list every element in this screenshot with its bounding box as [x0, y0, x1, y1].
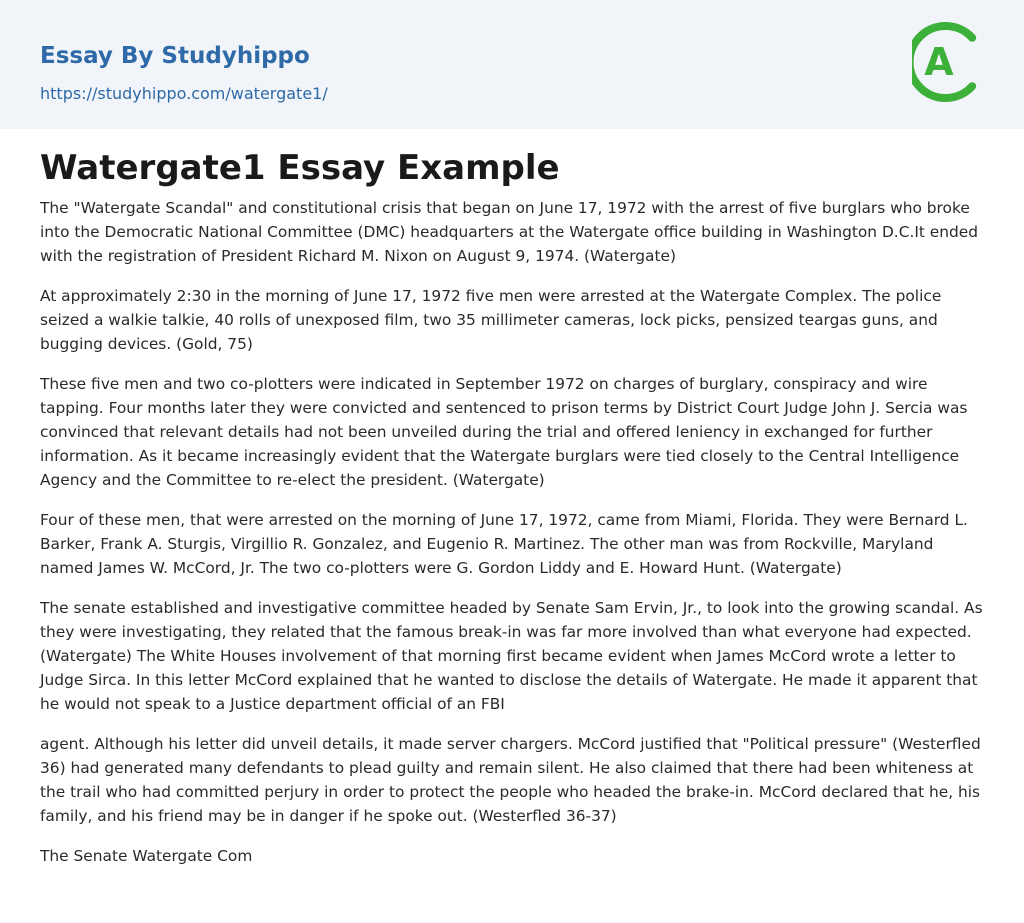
- paragraph: These five men and two co-plotters were indicated in September 1972 on charges of burglary, conspiracy and wire tapping. Four months later they were convicted and sentenced to prison terms by District Court Judge John J. Sercia was convinced that relevant details had not been unveiled during the trial and offered leniency in exchanged for further information. As it became increasingly evident that the Watergate burglars were tied closely to the Central Intelligence Agency and the Committee to re-elect the president. (Watergate): [40, 375, 968, 489]
- paragraph-truncated: The Senate Watergate Com: [40, 847, 253, 865]
- paragraph: Four of these men, that were arrested on the morning of June 17, 1972, came from Miami, Florida. They were Bernard L. Barker, Frank A. Sturgis, Virgillio R. Gonzalez, and Eugenio R. Martinez. The other man was from Rockville, Maryland named James W. McCord, Jr. The two co-plotters were G. Gordon Liddy and E. Howard Hunt. (Watergate): [40, 511, 968, 577]
- article-url-link[interactable]: https://studyhippo.com/watergate1/: [40, 84, 328, 103]
- site-header: [0, 0, 1024, 129]
- studyhippo-logo-icon[interactable]: [912, 19, 986, 105]
- paragraph: At approximately 2:30 in the morning of June 17, 1972 five men were arrested at the Watergate Complex. The police seized a walkie talkie, 40 rolls of unexposed film, two 35 millimeter cameras, lock picks, pensized teargas guns, and bugging devices. (Gold, 75): [40, 287, 942, 353]
- article: [40, 146, 986, 868]
- paragraph: The senate established and investigative committee headed by Senate Sam Ervin, Jr., to look into the growing scandal. As they were investigating, they related that the famous break-in was far more involved than what everyone had expected. (Watergate) The White Houses involvement of that morning first became evident when James McCord wrote a letter to Judge Sirca. In this letter McCord explained that he wanted to disclose the details of Watergate. He made it apparent that he would not speak to a Justice department official of an FBI: [40, 599, 983, 713]
- page-title: Watergate1 Essay Example: [40, 148, 560, 188]
- paragraph: The "Watergate Scandal" and constitutional crisis that began on June 17, 1972 with the arrest of five burglars who broke into the Democratic National Committee (DMC) headquarters at the Watergate office building in Washington D.C.It ended with the registration of President Richard M. Nixon on August 9, 1974. (Watergate): [40, 199, 979, 265]
- paragraph: agent. Although his letter did unveil details, it made server chargers. McCord justified that "Political pressure" (Westerfled 36) had generated many defendants to plead guilty and remain silent. He also claimed that there had been whiteness at the trail who had committed perjury in order to protect the people who headed the brake-in. McCord declared that he, his family, and his friend may be in danger if he spoke out. (Westerfled 36-37): [40, 735, 981, 825]
- logo-letter: A: [924, 40, 954, 84]
- site-brand[interactable]: Essay By Studyhippo: [40, 43, 310, 69]
